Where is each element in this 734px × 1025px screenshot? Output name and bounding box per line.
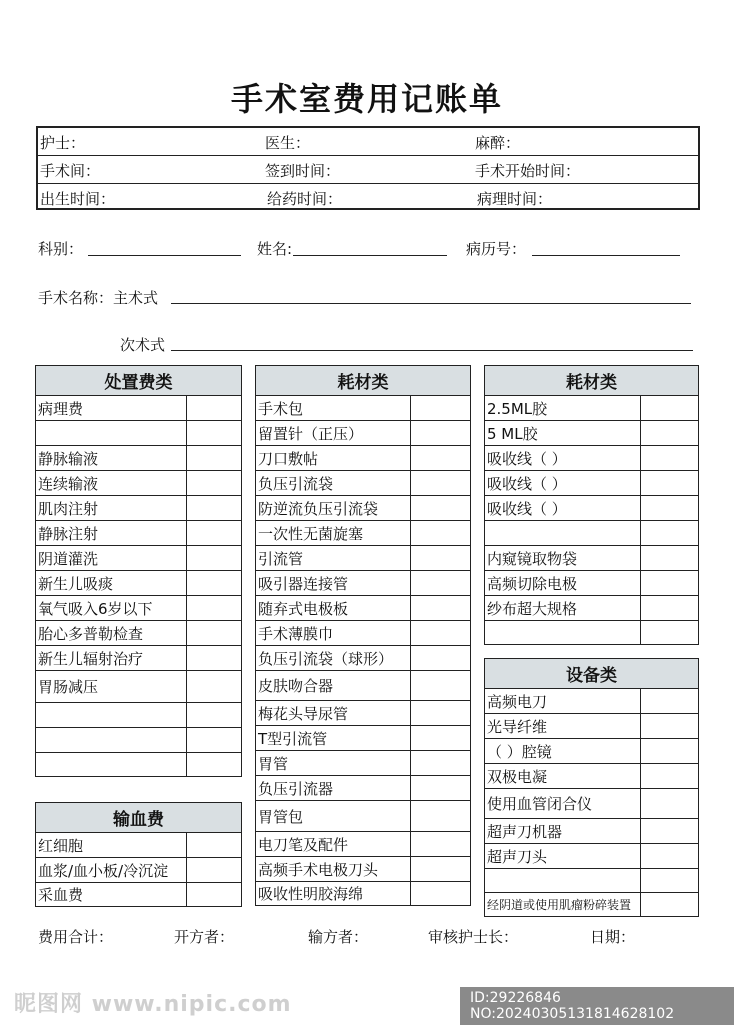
birth-time-label: 出生时间： [40, 190, 116, 208]
pathology-time-label: 病理时间： [477, 190, 553, 208]
table-row-label: 氧气吸入6岁以下 [36, 596, 187, 621]
table-row-label [485, 521, 641, 546]
fee-cell[interactable] [187, 596, 242, 621]
record-number-label: 病历号： [466, 240, 527, 258]
fee-cell[interactable] [411, 832, 471, 857]
fee-cell[interactable] [641, 893, 699, 917]
fee-cell[interactable] [641, 396, 699, 421]
prescriber-label: 开方者： [174, 928, 235, 946]
table-row-label: 采血费 [36, 883, 187, 907]
doctor-label: 医生： [265, 134, 311, 152]
table-row-label: 刀口敷帖 [256, 446, 411, 471]
nurse-label: 护士： [40, 134, 86, 152]
table-row-label: 手术薄膜巾 [256, 621, 411, 646]
fee-cell[interactable] [411, 546, 471, 571]
fee-cell[interactable] [411, 776, 471, 801]
table-row-label: 血浆/血小板/冷沉淀 [36, 858, 187, 883]
fee-cell[interactable] [187, 753, 242, 777]
fee-cell[interactable] [641, 869, 699, 893]
total-fee-label: 费用合计： [38, 928, 114, 946]
primary-procedure-field[interactable] [171, 303, 691, 304]
table-row-label: 纱布超大规格 [485, 596, 641, 621]
fee-cell[interactable] [641, 571, 699, 596]
table-row-label: 吸收线（ ） [485, 446, 641, 471]
fee-cell[interactable] [187, 833, 242, 858]
fee-cell[interactable] [641, 471, 699, 496]
fee-cell[interactable] [187, 728, 242, 753]
table-row-label: 引流管 [256, 546, 411, 571]
table-row-label: 内窥镜取物袋 [485, 546, 641, 571]
table-row-label [485, 621, 641, 645]
table-row-label: 超声刀机器 [485, 819, 641, 844]
table-row-label [36, 753, 187, 777]
table-row-label: 2.5ML胶 [485, 396, 641, 421]
table-row-label: 5 ML胶 [485, 421, 641, 446]
table-row-label: 胃管 [256, 751, 411, 776]
table-row-label: 电刀笔及配件 [256, 832, 411, 857]
fee-cell[interactable] [411, 882, 471, 906]
table-row-label: 双极电凝 [485, 764, 641, 789]
fee-cell[interactable] [187, 396, 242, 421]
fee-cell[interactable] [411, 446, 471, 471]
table-row-label: 静脉注射 [36, 521, 187, 546]
table-row-label: 胃管包 [256, 801, 411, 832]
fee-cell[interactable] [641, 446, 699, 471]
equipment-table [484, 658, 699, 917]
fee-cell[interactable] [641, 421, 699, 446]
patient-name-label: 姓名: [257, 240, 293, 258]
table-row-label [36, 421, 187, 446]
fee-cell[interactable] [411, 671, 471, 701]
consumables-table-right [484, 365, 699, 645]
fee-cell[interactable] [411, 521, 471, 546]
fee-cell[interactable] [411, 701, 471, 726]
table-row-label [485, 869, 641, 893]
form-title: 手术室费用记账单 [230, 80, 503, 118]
table-row-label: （ ）腔镜 [485, 739, 641, 764]
table-row-label: 一次性无菌旋塞 [256, 521, 411, 546]
secondary-procedure-field[interactable] [171, 350, 693, 351]
fee-cell[interactable] [411, 801, 471, 832]
table-row-label: 高频切除电极 [485, 571, 641, 596]
fee-cell[interactable] [411, 726, 471, 751]
date-label: 日期： [590, 928, 636, 946]
table-row-label: 超声刀头 [485, 844, 641, 869]
fee-cell[interactable] [411, 646, 471, 671]
record-number-field[interactable] [532, 255, 680, 256]
table-row-label: 经阴道或使用肌瘤粉碎装置 [485, 893, 641, 917]
table-row-label: 随弃式电极板 [256, 596, 411, 621]
section-header: 耗材类 [256, 366, 471, 396]
staff-time-info-box [36, 126, 700, 210]
table-row-label: 吸收性明胶海绵 [256, 882, 411, 906]
surgery-name-label: 手术名称：主术式 [38, 289, 159, 307]
table-row-label: 静脉输液 [36, 446, 187, 471]
medication-time-label: 给药时间： [267, 190, 343, 208]
fee-cell[interactable] [187, 546, 242, 571]
section-header: 处置费类 [36, 366, 242, 396]
fee-cell[interactable] [187, 471, 242, 496]
surgery-start-time-label: 手术开始时间： [475, 162, 581, 180]
table-row-label: 吸收线（ ） [485, 496, 641, 521]
table-row-label: 高频电刀 [485, 689, 641, 714]
table-row-label: 手术包 [256, 396, 411, 421]
fee-cell[interactable] [411, 596, 471, 621]
table-row-label: 连续输液 [36, 471, 187, 496]
table-row-label: 留置针（正压） [256, 421, 411, 446]
table-row-label: 肌肉注射 [36, 496, 187, 521]
infuser-label: 输方者： [308, 928, 369, 946]
table-row-label: 负压引流袋 [256, 471, 411, 496]
table-row-label: 光导纤维 [485, 714, 641, 739]
table-row-label: 新生儿吸痰 [36, 571, 187, 596]
fee-cell[interactable] [187, 571, 242, 596]
fee-cell[interactable] [187, 858, 242, 883]
table-row-label: 阴道灌洗 [36, 546, 187, 571]
department-label: 科别： [38, 240, 84, 258]
head-nurse-label: 审核护士长： [428, 928, 519, 946]
fee-cell[interactable] [187, 421, 242, 446]
blood-transfusion-table [35, 802, 242, 907]
table-row-label: 胎心多普勒检查 [36, 621, 187, 646]
fee-cell[interactable] [187, 671, 242, 703]
fee-cell[interactable] [411, 571, 471, 596]
fee-cell[interactable] [187, 521, 242, 546]
fee-cell[interactable] [641, 844, 699, 869]
consumables-table-middle [255, 365, 471, 906]
table-row-label: 吸引器连接管 [256, 571, 411, 596]
fee-cell[interactable] [411, 496, 471, 521]
table-row-label: 胃肠减压 [36, 671, 187, 703]
table-row-label: 皮肤吻合器 [256, 671, 411, 701]
watermark-logo: 昵图网 www.nipic.com [14, 992, 292, 1017]
department-field[interactable] [88, 255, 241, 256]
fee-cell[interactable] [411, 471, 471, 496]
disposal-fees-table [35, 365, 242, 777]
table-row-label [36, 728, 187, 753]
fee-cell[interactable] [187, 646, 242, 671]
sign-in-time-label: 签到时间： [265, 162, 341, 180]
fee-cell[interactable] [641, 621, 699, 645]
section-header: 耗材类 [485, 366, 699, 396]
anesthesia-label: 麻醉： [475, 134, 521, 152]
fee-cell[interactable] [641, 739, 699, 764]
fee-cell[interactable] [411, 621, 471, 646]
fee-cell[interactable] [641, 521, 699, 546]
section-header: 输血费 [36, 803, 242, 833]
table-row-label: 红细胞 [36, 833, 187, 858]
table-row-label: 防逆流负压引流袋 [256, 496, 411, 521]
fee-cell[interactable] [641, 819, 699, 844]
table-row-label: T型引流管 [256, 726, 411, 751]
secondary-procedure-label: 次术式 [120, 336, 166, 354]
watermark-id: ID:29226846 NO:20240305131814628102 [460, 987, 734, 1025]
table-row-label: 使用血管闭合仪 [485, 789, 641, 819]
fee-cell[interactable] [641, 546, 699, 571]
fee-cell[interactable] [187, 883, 242, 907]
fee-cell[interactable] [411, 751, 471, 776]
fee-cell[interactable] [187, 496, 242, 521]
fee-cell[interactable] [411, 396, 471, 421]
operating-room-label: 手术间： [40, 162, 101, 180]
table-row-label: 高频手术电极刀头 [256, 857, 411, 882]
fee-cell[interactable] [641, 789, 699, 819]
fee-cell[interactable] [641, 596, 699, 621]
fee-cell[interactable] [187, 703, 242, 728]
table-row-label: 吸收线（ ） [485, 471, 641, 496]
patient-name-field[interactable] [293, 255, 447, 256]
table-row-label: 新生儿辐射治疗 [36, 646, 187, 671]
section-header: 设备类 [485, 659, 699, 689]
fee-cell[interactable] [641, 764, 699, 789]
fee-cell[interactable] [641, 689, 699, 714]
table-row-label: 病理费 [36, 396, 187, 421]
fee-cell[interactable] [411, 421, 471, 446]
fee-cell[interactable] [187, 446, 242, 471]
table-row-label: 负压引流袋（球形） [256, 646, 411, 671]
table-row-label: 负压引流器 [256, 776, 411, 801]
fee-cell[interactable] [641, 714, 699, 739]
fee-cell[interactable] [411, 857, 471, 882]
table-row-label [36, 703, 187, 728]
fee-cell[interactable] [187, 621, 242, 646]
fee-cell[interactable] [641, 496, 699, 521]
table-row-label: 梅花头导尿管 [256, 701, 411, 726]
